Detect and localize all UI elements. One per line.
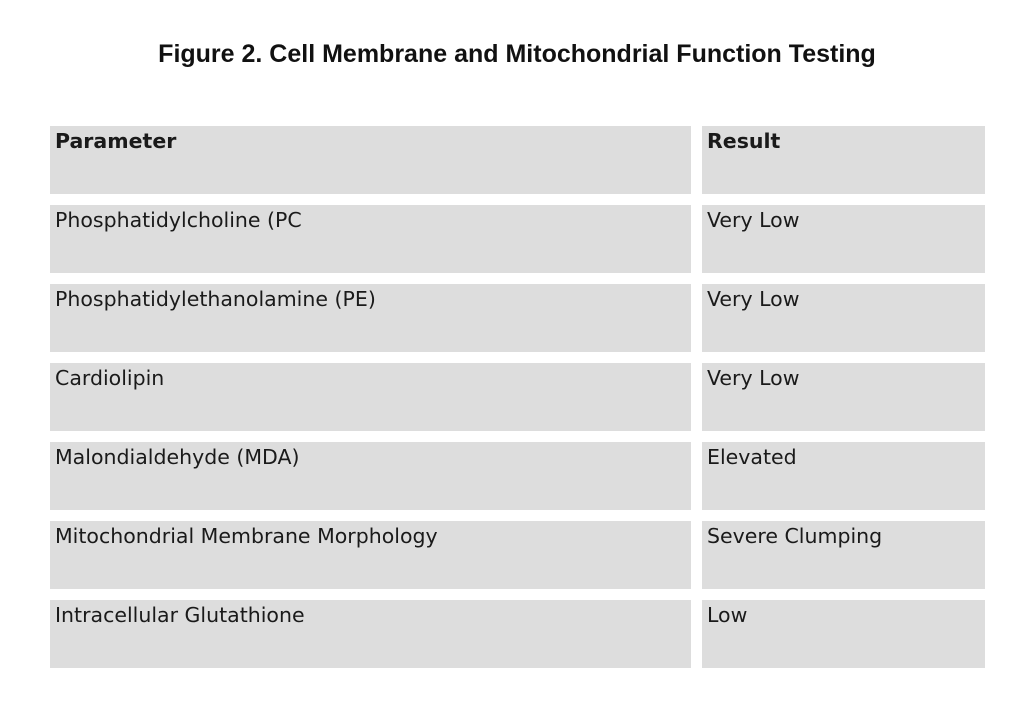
table-header-row: [50, 126, 985, 194]
parameter-cell: Phosphatidylcholine (PC: [50, 205, 691, 273]
table-row: [50, 363, 985, 431]
results-table: [50, 126, 985, 679]
column-gap: [691, 600, 702, 668]
table-row: [50, 600, 985, 668]
parameter-cell: Malondialdehyde (MDA): [50, 442, 691, 510]
header-parameter: Parameter: [50, 126, 691, 194]
parameter-cell: Mitochondrial Membrane Morphology: [50, 521, 691, 589]
table-row: [50, 442, 985, 510]
result-cell: Very Low: [702, 205, 985, 273]
column-gap: [691, 442, 702, 510]
column-gap: [691, 284, 702, 352]
result-cell: Very Low: [702, 284, 985, 352]
column-gap: [691, 363, 702, 431]
result-cell: Elevated: [702, 442, 985, 510]
result-cell: Low: [702, 600, 985, 668]
column-gap: [691, 521, 702, 589]
column-gap: [691, 205, 702, 273]
header-result: Result: [702, 126, 985, 194]
column-gap: [691, 126, 702, 194]
parameter-cell: Phosphatidylethanolamine (PE): [50, 284, 691, 352]
result-cell: Severe Clumping: [702, 521, 985, 589]
result-cell: Very Low: [702, 363, 985, 431]
parameter-cell: Intracellular Glutathione: [50, 600, 691, 668]
table-row: [50, 521, 985, 589]
table-row: [50, 205, 985, 273]
figure-title: Figure 2. Cell Membrane and Mitochondrial Function Testing: [158, 40, 876, 68]
table-row: [50, 284, 985, 352]
parameter-cell: Cardiolipin: [50, 363, 691, 431]
